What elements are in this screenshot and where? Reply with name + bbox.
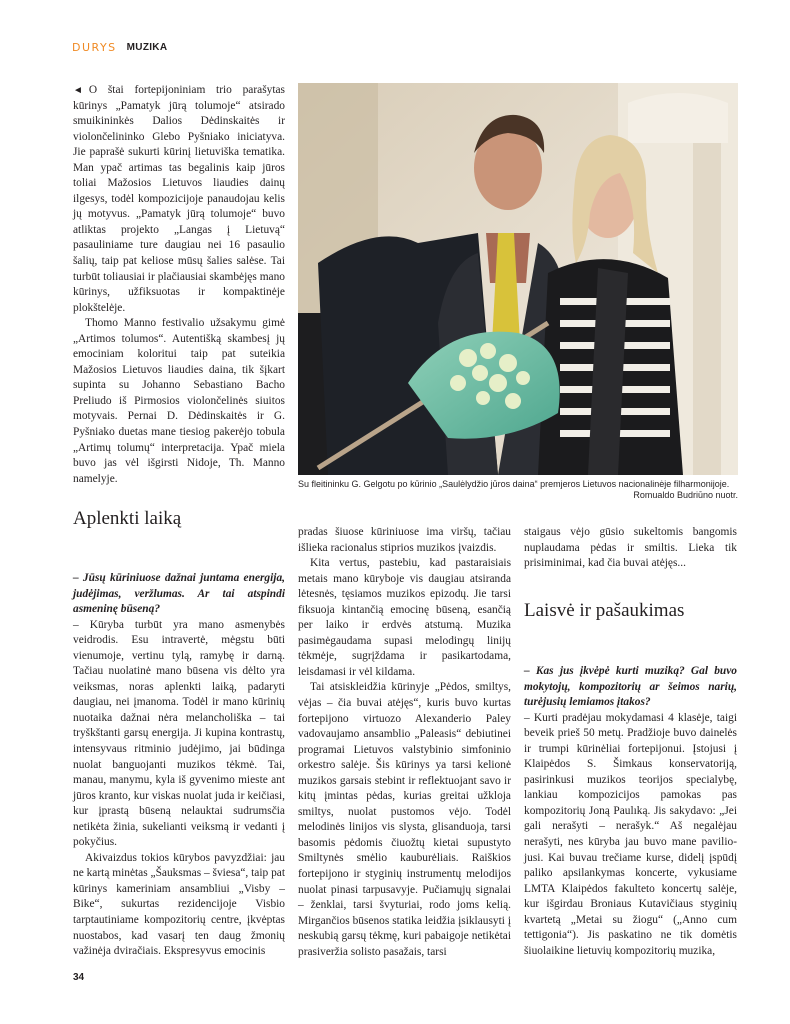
interview-question-2: – Kas jus įkvėpė kurti muziką? Gal buvo mokytojų, kompozitorių ar šeimos narių, turėjusių lemiamos įtakos?: [524, 665, 737, 709]
interview-question-1: – Jūsų kūriniuose dažnai juntama energija, judėjimas, veržlumas. Ar tai atspindi asmeninę būseną?: [73, 572, 285, 616]
column-1: [73, 571, 285, 960]
magazine-brand: DURYS: [72, 40, 117, 54]
col2-paragraph-1: pradas šiuose kūriniuose ima viršų, tačiau išlieka racionalus stiprios muzikos įvaizdis.: [298, 526, 511, 554]
arrow-left-icon: ◄: [73, 85, 83, 96]
column-3: [524, 525, 737, 572]
answer-paragraph-3: – Kurti pradėjau mokydamasi 4 klasėje, taigi beveik prieš 50 metų. Pradžioje buvo dainelės ir trumpi kūrinėliai fortepijonui. Įstojusi į Klaipėdos S. Šimkaus konservatoriją, pasirinkusi muzikos teorijos specialybę, lankiau kompozicijos pamokas pas kompozitorių Joną Paulıką. Jis sakydavo: „Jei gali nerašyti – nerašyk.“ Aš negalėjau nerašyti, nes kūryba jau buvo mane paviliojusi. Kai buvau trečiame kurse, didelį įspūdį paliko apsilankymas koncerte, vykusiame LMTA Klaipėdos fakulteto koncertų salėje, kur išgirdau Broniaus Kutavičiaus styginių kvartetą „Metai su žiogu“ („Anno cum tettigonia“). Jis paskatino ne tik domėtis šiuolaikine lietuvių kompozitorių muzika,: [524, 711, 737, 957]
intro-column: [73, 83, 285, 487]
answer-paragraph-1: – Kūryba turbūt yra mano asmenybės veidrodis. Esu intravertė, mėgstu būti vienumoje, vertinu tylą, ramybę ir darną. Tačiau nuolatinė mano būsena vis dėlto yra veiksmas, noras aplenkti laiką, padaryti daugiau, nei įmanoma. Todėl ir mano kūrinių nuotaika dažnai nėra melancholiška – tai tryškštanti garsų energija. Ji kupina kontrastų, intensyvaus ritminio judėjimo, jai būdinga nuolat banguojanti muzikos tėkmė. Tai, manau, manymu, kyla iš gyvenimo mieste ant jūros kranto, kur viskas nuolat juda ir keičiasi, kur įprastą būseną nelauktai sudrumsčia netikėta žinia, sukelianti veiksmą ir vedanti į pokyčius.: [73, 618, 285, 849]
section-heading-laisve: Laisvė ir pašaukimas: [524, 600, 685, 621]
column-3-lower: [524, 664, 737, 959]
col2-paragraph-3: Tai atsiskleidžia kūrinyje „Pėdos, smiltys, vėjas – čia buvai atėjęs“, kuris buvo kurtas fortepijono virtuozo Alexanderio Paley vadovaujamo ansamblio „Paleasis“ debiutinei programai Lietuvos valstybinio simfoninio orkestro salėje. Šis kūrinys ya tarsi kelionė muzikos garsais stebint ir reflektuojant savo ir kitų įmintas pėdas, kurias greitai užkloja smiltys, nuolat pustomos vėjo. Todėl melodinės linijos vis slysta, glisanduoja, tarsi basomis pėdomis čiuožtų kietai supustyto Smiltynės smėlio kauburėliais. Raiškios fortepijono ir styginių instrumentų melodijos nuolat pinasi tarpusavyje. Pučiamųjų signalai – ženklai, tarsi švyturiai, rodo joms kelią. Mirgančios būsenos statika leidžia įsiklausyti į neskubią garsų tėkmę, kuri pabaigoje netikėtai prasiveržia solisto pasažais, tarsi: [298, 681, 511, 958]
section-heading-aplenkti: Aplenkti laiką: [73, 508, 182, 529]
intro-paragraph-1: ◄ O štai fortepijoniniam trio parašytas kūrinys „Pamatyk jūrą tolumoje“ atsirado smuikininkės Dalios Dėdinskaitės ir violončelininko Glebo Pyšniako iniciatyva. Jie paprašė sukurti kūrinį lietuviška tematika. Man ypač artimas tas begalinis kaip jūros toliai Mažosios Lietuvos liaudies dainų ilgesys, todėl kompozicijoje panaudojau kelis jų motyvus. „Pamatyk jūrą tolumoje“ buvo atliktas projekto „Langas į Lietuvą“ pasauliniame ture daugiau nei 16 pasaulio šalių, taip pat keliose mūsų šalies salėse. Tai turbūt toliausiai ir plačiausiai skambėjęs mano kūrinys, užfiksuotas ir kompaktinėje plokštelėje.: [73, 84, 285, 314]
col2-paragraph-2: Kita vertus, pastebiu, kad pastaraisiais metais mano kūryboje vis daugiau atsiranda lėtesnės, tęsiamos muzikos epizodų. Jie tarsi fiksuoja kintančią emocinę būseną, esančią per laiko ir erdvės atstumą. Muzika pasimėgaudama supasi melodingų linijų tėkmėje, sugrįždama ir pasikartodama, leisdamasi ir vėl kildama.: [298, 557, 511, 678]
page-header: [72, 40, 167, 54]
column-2: [298, 525, 511, 960]
intro-paragraph-2: Thomo Manno festivalio užsakymu gimė „Artimos tolumos“. Autentišką skambesį jų emociniam koloritui taip pat suteikia Mažosios Lietuvos liaudies daina, tik šįkart supinta su Johanno Sebastiano Bacho Preliudo iš Pirmosios violončelinės siuitos motyvais. Pernai D. Dėdinskaitės ir G. Pyšniako duetas mane tiesiog pakerėjo tobula „Artimų tolumų“ interpretacija. Ypač miela buvo jas vėl išgirsti Nidoje, Th. Manno namelyje.: [73, 317, 285, 485]
section-label: MUZIKA: [126, 41, 168, 53]
answer-paragraph-2: Akivaizdus tokios kūrybos pavyzdžiai: jau ne kartą minėtas „Šauksmas – šviesa“, taip pat kūrinys kameriniam ansambliui „Visby – Bike“, sukurtas rezidencijoje Visbio tarptautiniame kompozitorių centre, įkvėptas nuostabos, kad vasarį ten daug žmonių važinėja dviračiais. Ekspresyvus emocinis: [73, 851, 285, 958]
col3-paragraph-1: staigaus vėjo gūsio sukeltomis bangomis nuplaudama pėdas ir smiltis. Lieka tik prisiminimai, kad čia buvai atėjęs...: [524, 526, 737, 570]
photo-credit: Romualdo Budriūno nuotr.: [633, 490, 738, 500]
caption-text: Su fleitininku G. Gelgotu po kūrinio „Saulėlydžio jūros daina“ premjeros Lietuvos nacionalinėje filharmonijoje.: [298, 479, 730, 489]
page-number: 34: [73, 972, 85, 983]
portrait-photo: [298, 83, 738, 475]
photo-caption: [298, 479, 738, 500]
